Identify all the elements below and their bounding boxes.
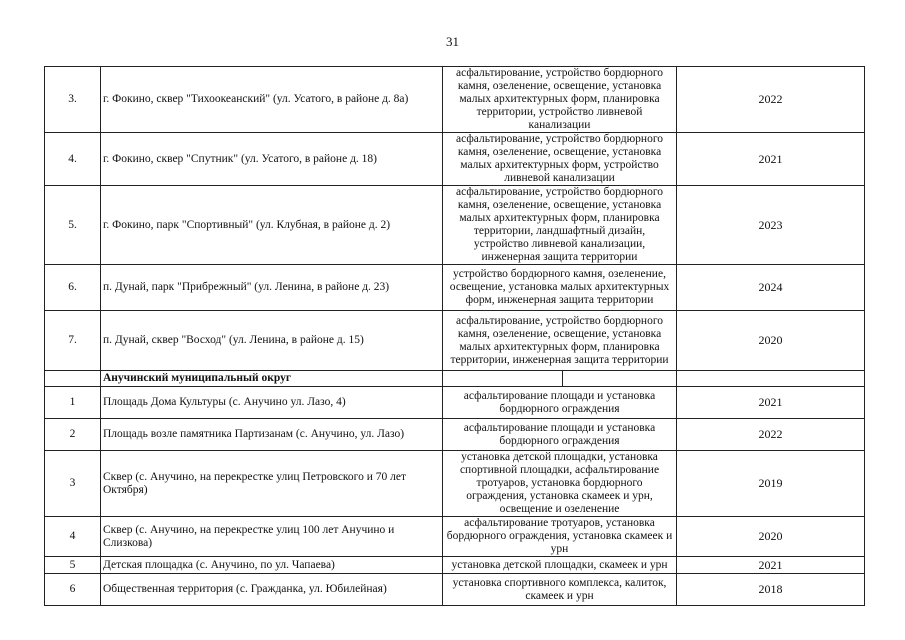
year: 2020 [677,311,865,371]
year: 2019 [677,451,865,517]
year: 2020 [677,517,865,557]
section-blank-cell [443,371,563,387]
works-list: асфальтирование площади и установка бордюрного ограждения [443,419,677,451]
row-number: 1 [45,387,101,419]
territory-name: Сквер (с. Анучино, на перекрестке улиц Петровского и 70 лет Октября) [101,451,443,517]
row-number: 7. [45,311,101,371]
row-number: 4 [45,517,101,557]
row-number: 2 [45,419,101,451]
section-blank-cell [45,371,101,387]
row-number: 3. [45,67,101,133]
section-row [45,371,865,387]
row-number: 6 [45,574,101,606]
page-number: 31 [446,34,459,49]
works-list: установка детской площадки, установка спортивной площадки, асфальтирование тротуаров, установка бордюрного ограждения, установка скамеек и урн, освещение и озеленение [443,451,677,517]
year: 2024 [677,265,865,311]
table-row [45,311,865,371]
year: 2022 [677,67,865,133]
works-list: асфальтирование, устройство бордюрного камня, озеленение, освещение, установка малых архитектурных форм, устройство ливневой канализации [443,133,677,186]
territory-name: Площадь Дома Культуры (с. Анучино ул. Лазо, 4) [101,387,443,419]
territory-name: г. Фокино, сквер "Тихоокеанский" (ул. Усатого, в районе д. 8а) [101,67,443,133]
row-number: 5 [45,557,101,574]
year: 2022 [677,419,865,451]
territory-name: п. Дунай, сквер "Восход" (ул. Ленина, в районе д. 15) [101,311,443,371]
table-row [45,133,865,186]
territory-name: п. Дунай, парк "Прибрежный" (ул. Ленина, в районе д. 23) [101,265,443,311]
section-title: Анучинский муниципальный округ [101,371,443,387]
row-number: 6. [45,265,101,311]
table-row [45,419,865,451]
year: 2021 [677,557,865,574]
works-list: асфальтирование площади и установка бордюрного ограждения [443,387,677,419]
works-list: асфальтирование, устройство бордюрного камня, озеленение, освещение, установка малых архитектурных форм, планировка территории, ландшафтный дизайн, устройство ливневой канализации, инженерная защита территории [443,186,677,265]
table-row [45,67,865,133]
table-row [45,517,865,557]
territory-name: Детская площадка (с. Анучино, по ул. Чапаева) [101,557,443,574]
territory-name: г. Фокино, парк "Спортивный" (ул. Клубная, в районе д. 2) [101,186,443,265]
row-number: 4. [45,133,101,186]
territory-name: Сквер (с. Анучино, на перекрестке улиц 100 лет Анучино и Слизкова) [101,517,443,557]
improvement-table [44,66,865,606]
works-list: устройство бордюрного камня, озеленение, освещение, установка малых архитектурных форм, инженерная защита территории [443,265,677,311]
territory-name: Общественная территория (с. Гражданка, ул. Юбилейная) [101,574,443,606]
works-list: установка спортивного комплекса, калиток, скамеек и урн [443,574,677,606]
row-number: 5. [45,186,101,265]
table-row [45,557,865,574]
table-row [45,574,865,606]
works-list: асфальтирование, устройство бордюрного камня, озеленение, освещение, установка малых архитектурных форм, планировка территории, устройство ливневой канализации [443,67,677,133]
table-row [45,265,865,311]
works-list: асфальтирование тротуаров, установка бордюрного ограждения, установка скамеек и урн [443,517,677,557]
section-blank-cell [563,371,677,387]
year: 2021 [677,133,865,186]
table-row [45,387,865,419]
table-row [45,451,865,517]
table-row [45,186,865,265]
year: 2023 [677,186,865,265]
year: 2021 [677,387,865,419]
row-number: 3 [45,451,101,517]
territory-name: г. Фокино, сквер "Спутник" (ул. Усатого, в районе д. 18) [101,133,443,186]
works-list: асфальтирование, устройство бордюрного камня, озеленение, освещение, установка малых архитектурных форм, планировка территории, инженерная защита территории [443,311,677,371]
territory-name: Площадь возле памятника Партизанам (с. Анучино, ул. Лазо) [101,419,443,451]
year: 2018 [677,574,865,606]
section-blank-cell [677,371,865,387]
works-list: установка детской площадки, скамеек и урн [443,557,677,574]
